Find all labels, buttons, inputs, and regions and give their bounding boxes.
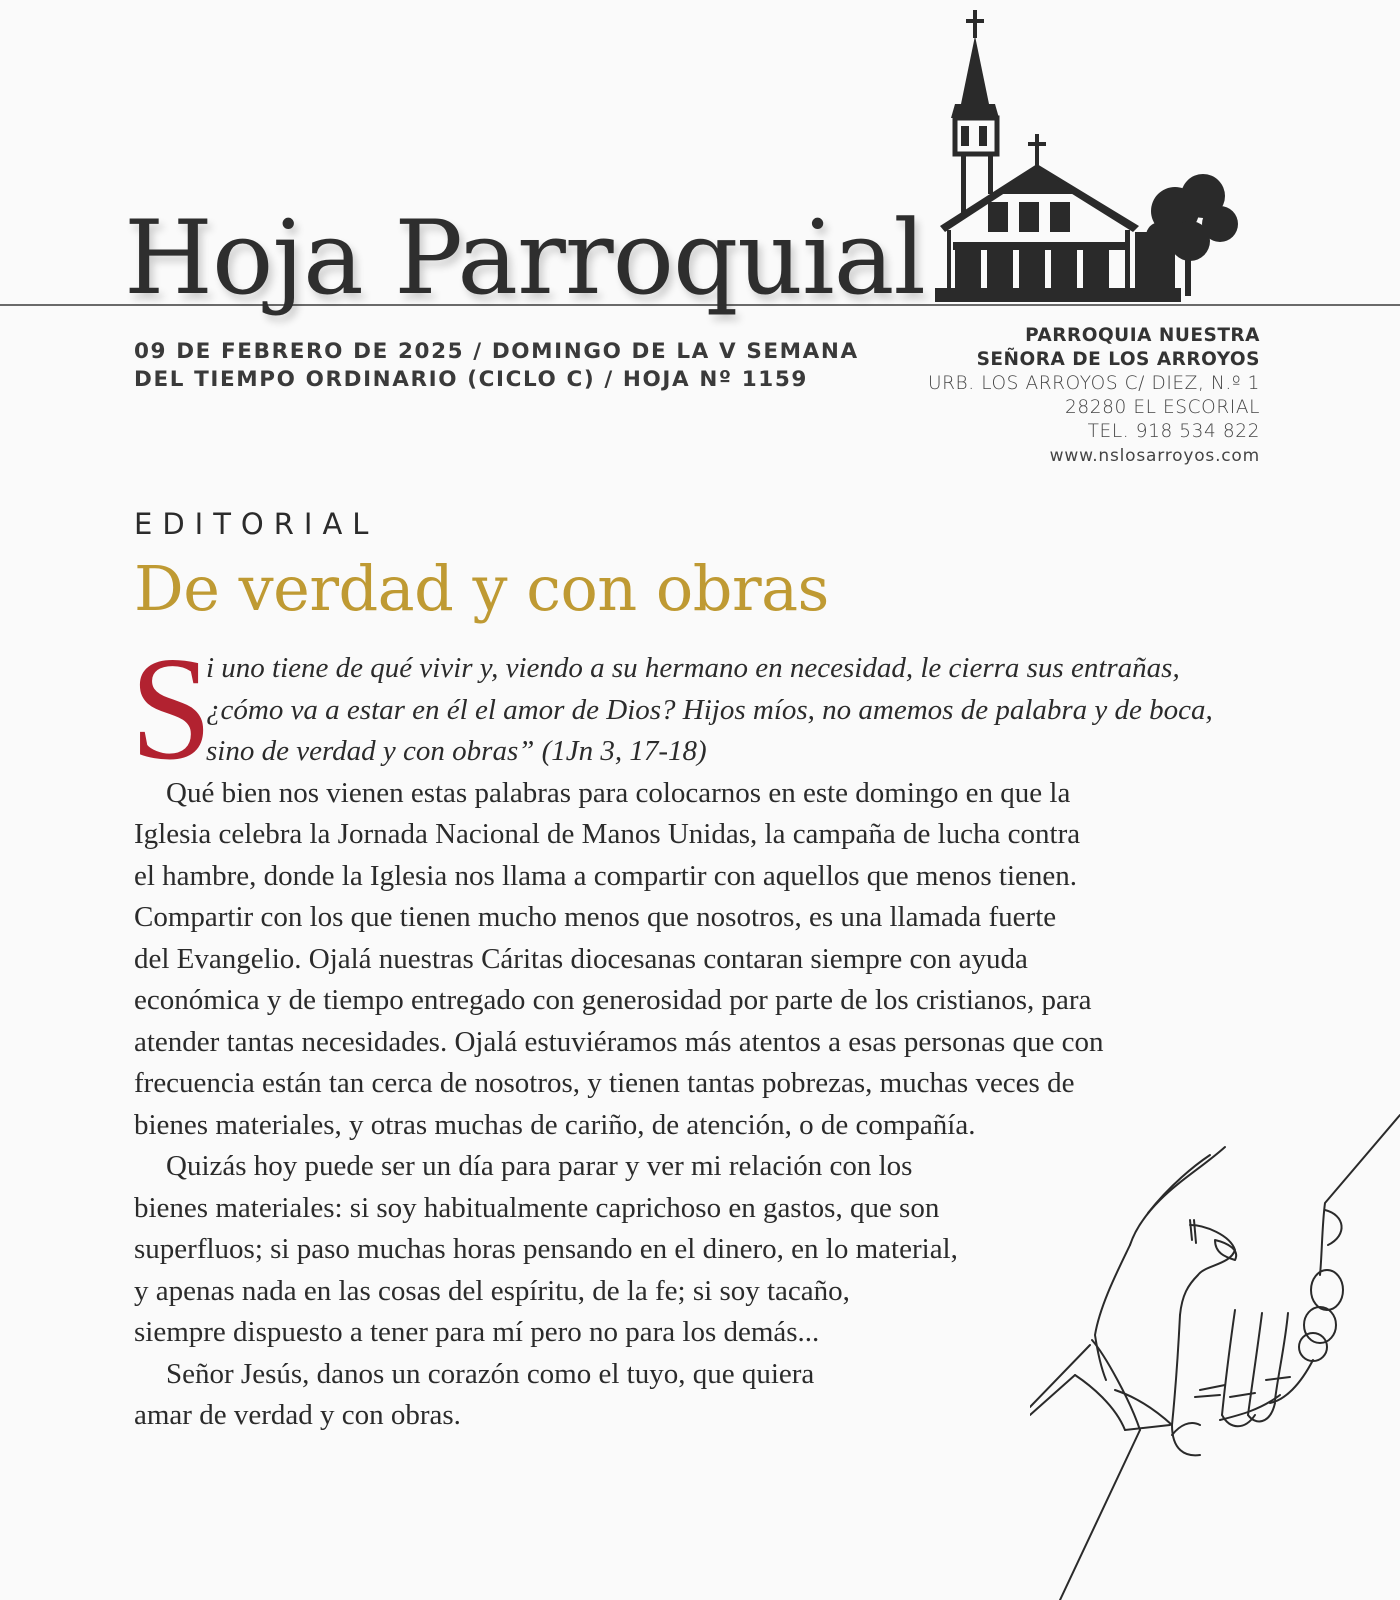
article-title: De verdad y con obras — [134, 552, 829, 625]
paragraph-line: Iglesia celebra la Jornada Nacional de Manos Unidas, la campaña de lucha contra — [134, 818, 1081, 850]
masthead-title: Hoja Parroquial — [124, 199, 926, 318]
paragraph-line: económica y de tiempo entregado con generosidad por parte de los cristianos, para — [134, 984, 1092, 1016]
parish-name-line-2: SEÑORA DE LOS ARROYOS — [976, 349, 1260, 370]
paragraph-line: atender tantas necesidades. Ojalá estuviéramos más atentos a esas personas que con — [134, 1025, 1104, 1058]
paragraph-line: siempre dispuesto a tener para mí pero no para los demás... — [134, 1316, 820, 1348]
section-label: EDITORIAL — [134, 507, 379, 541]
parish-phone: TEL. 918 534 822 — [1087, 421, 1260, 442]
paragraph-line: Qué bien nos vienen estas palabras para colocarnos en este domingo en que la — [166, 776, 1071, 809]
paragraph-line: superfluos; si paso muchas horas pensando en el dinero, en lo material, — [134, 1233, 958, 1265]
paragraph-line: frecuencia están tan cerca de nosotros, y tienen tantas pobrezas, muchas veces de — [134, 1067, 1075, 1099]
paragraph-line: Señor Jesús, danos un corazón como el tuyo, que quiera — [166, 1357, 815, 1390]
paragraph-line: y apenas nada en las cosas del espíritu, de la fe; si soy tacaño, — [134, 1274, 850, 1307]
parish-website-link[interactable]: www.nslosarroyos.com — [1049, 446, 1260, 466]
dateline-line-1: 09 DE FEBRERO DE 2025 / DOMINGO DE LA V SEMANA — [134, 339, 859, 364]
paragraph-line: bienes materiales, y otras muchas de cariño, de atención, o de compañía. — [134, 1108, 976, 1141]
church-logo-icon — [935, 6, 1255, 306]
paragraph-line: Quizás hoy puede ser un día para parar y ver mi relación con los — [166, 1150, 913, 1182]
paragraph-line: del Evangelio. Ojalá nuestras Cáritas diocesanas contaran siempre con ayuda — [134, 942, 1028, 975]
parish-contact-block — [928, 324, 1260, 468]
paragraph-line: bienes materiales: si soy habitualmente caprichoso en gastos, que son — [134, 1191, 940, 1224]
quote-line: sino de verdad y con obras” (1Jn 3, 17-18) — [206, 735, 707, 767]
paragraph-line: el hambre, donde la Iglesia nos llama a compartir con aquellos que menos tienen. — [134, 859, 1077, 892]
issue-dateline — [134, 338, 859, 394]
quote-line: i uno tiene de qué vivir y, viendo a su hermano en necesidad, le cierra sus entrañas, — [206, 652, 1180, 684]
quote-line: ¿cómo va a estar en él el amor de Dios? Hijos míos, no amemos de palabra y de boca, — [206, 693, 1213, 726]
parish-address: URB. LOS ARROYOS C/ DIEZ, N.º 1 — [927, 373, 1260, 394]
scripture-quote — [130, 627, 1254, 791]
paragraph-line: amar de verdad y con obras. — [134, 1399, 461, 1431]
parish-name-line-1: PARROQUIA NUESTRA — [1025, 325, 1260, 346]
dateline-line-2: DEL TIEMPO ORDINARIO (CICLO C) / HOJA Nº 1159 — [134, 367, 808, 392]
paragraph-line: Compartir con los que tienen mucho menos que nosotros, es una llamada fuerte — [134, 901, 1057, 933]
drop-cap: S — [130, 627, 213, 791]
parish-postal-city: 28280 EL ESCORIAL — [1065, 397, 1260, 418]
helping-hands-icon — [1030, 1085, 1400, 1600]
